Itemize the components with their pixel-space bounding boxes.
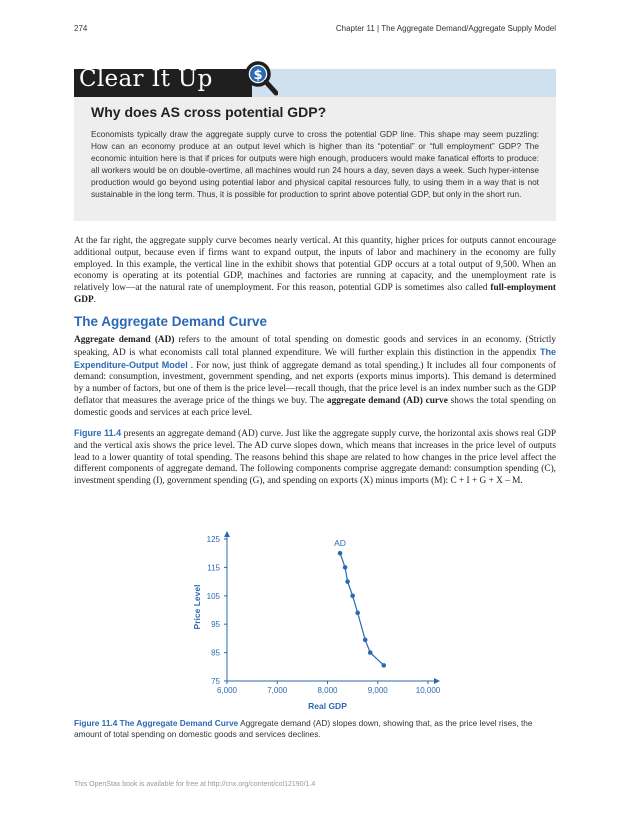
figure-caption-label: Figure 11.4 The Aggregate Demand Curve: [74, 718, 239, 728]
clear-it-up-text: Economists typically draw the aggregate supply curve to cross the potential GDP line. This shape may seem puzzling: How can an economy produce at an output level which is higher than its “potential” or “full employment” GDP? The economic intuition here is that if prices for outputs were high enough, producers would make fanatical efforts to produce: all workers would be on double-overtime, all machines would run 24 hours a day, seven days a week. Such hyper-intense production would go beyond using potential labor and physical capital resources fully, to using them in a way that is not sustainable in the long term. Thus, it is possible for production to sprint above potential GDP, but only in the short run.: [91, 129, 539, 199]
ad-curve-chart: [180, 518, 450, 718]
x-tick-label: 10,000: [415, 686, 441, 695]
section-title: The Aggregate Demand Curve: [74, 314, 268, 329]
x-tick-label: 8,000: [317, 686, 338, 695]
paragraph-potential-gdp: At the far right, the aggregate supply curve becomes nearly vertical. At this quantity, higher prices for outputs cannot encourage additional output, because even if firms want to expand output, the inputs of labor and machinery in the economy are fully employed. In this example, the vertical line in the exhibit shows that potential GDP occurs at a total output of 9,500. When an economy is operating at its potential GDP, machines and factories are running at capacity, and the unemployment rate is relatively low—at the natural rate of unemployment. For this reason, potential GDP is sometimes also called full-employment GDP.: [74, 236, 556, 305]
x-tick-label: 9,000: [367, 686, 388, 695]
footer-note: This OpenStax book is available for free at http://cnx.org/content/col12190/1.4: [74, 781, 316, 788]
paragraph-figure-intro: Figure 11.4 presents an aggregate demand (AD) curve. Just like the aggregate supply curve, the horizontal axis shows real GDP and the vertical axis shows the price level. The AD curve slopes down, which means that increases in the price level of outputs lead to a lower quantity of total spending. The reasons behind this shape are related to how changes in the price level affect the different components of aggregate demand. The following components comprise aggregate demand: consumption spending (C), investment spending (I), government spending (G), and spending on exports (X) minus imports (M): C + I + G + X – M.: [74, 428, 557, 487]
figure-caption: Figure 11.4 The Aggregate Demand Curve Aggregate demand (AD) slopes down, showing that, as the price level rises, the amount of total spending on domestic goods and services declines.: [74, 718, 533, 739]
magnifier-dollar-icon: [244, 60, 278, 98]
clear-it-up-title: Clear It Up: [79, 66, 213, 92]
y-tick-label: 95: [211, 620, 220, 630]
y-axis-label: Price Level: [192, 584, 202, 630]
y-axis-arrow: [224, 531, 230, 537]
ad-data-point: [363, 638, 368, 643]
term-aggregate-demand: Aggregate demand (AD): [74, 335, 175, 345]
paragraph-aggregate-demand: Aggregate demand (AD) refers to the amount of total spending on domestic goods and services in an economy. (Strictly speaking, AD is what economists call total planned expenditure. We will further explain this distinction in the appendix The Expenditure-Output Model . For now, just think of aggregate demand as total spending.) It includes all four components of demand: consumption, investment, government spending, and net exports (exports minus imports). This demand is determined by a number of factors, but one of them is the price level—recall though, that the price level is an index number such as the GDP deflator that measures the average price of the things we buy. The aggregate demand (AD) curve shows the total spending on domestic goods and services at each price level.: [74, 335, 556, 418]
ad-data-point: [343, 565, 348, 570]
svg-text:$: $: [253, 68, 263, 83]
page-number: 274: [74, 24, 88, 33]
ad-data-point: [350, 594, 355, 599]
clear-it-up-heading: Why does AS cross potential GDP?: [91, 104, 327, 120]
term-full-employment-gdp: full-employment GDP: [74, 283, 556, 305]
ad-data-point: [338, 551, 343, 556]
ad-data-point: [368, 650, 373, 655]
ad-data-point: [355, 611, 360, 616]
x-tick-label: 7,000: [267, 686, 288, 695]
y-tick-label: 105: [206, 591, 220, 601]
ad-data-point: [381, 663, 386, 668]
figure-link[interactable]: Figure 11.4: [74, 428, 122, 438]
term-ad-curve: aggregate demand (AD) curve: [326, 395, 448, 406]
ad-data-point: [345, 579, 350, 584]
y-tick-label: 115: [207, 563, 220, 573]
x-tick-label: 6,000: [216, 686, 238, 695]
y-tick-label: 125: [206, 535, 220, 544]
y-tick-label: 85: [211, 648, 220, 658]
x-axis-arrow: [434, 678, 440, 684]
chapter-title: Chapter 11 | The Aggregate Demand/Aggregate Supply Model: [335, 24, 556, 33]
appendix-link[interactable]: The Expenditure-Output Model: [74, 346, 556, 370]
ad-curve-line: [340, 553, 384, 665]
x-axis-label: Real GDP: [308, 701, 347, 711]
y-tick-label: 75: [211, 677, 220, 686]
ad-series-label: AD: [334, 538, 346, 549]
